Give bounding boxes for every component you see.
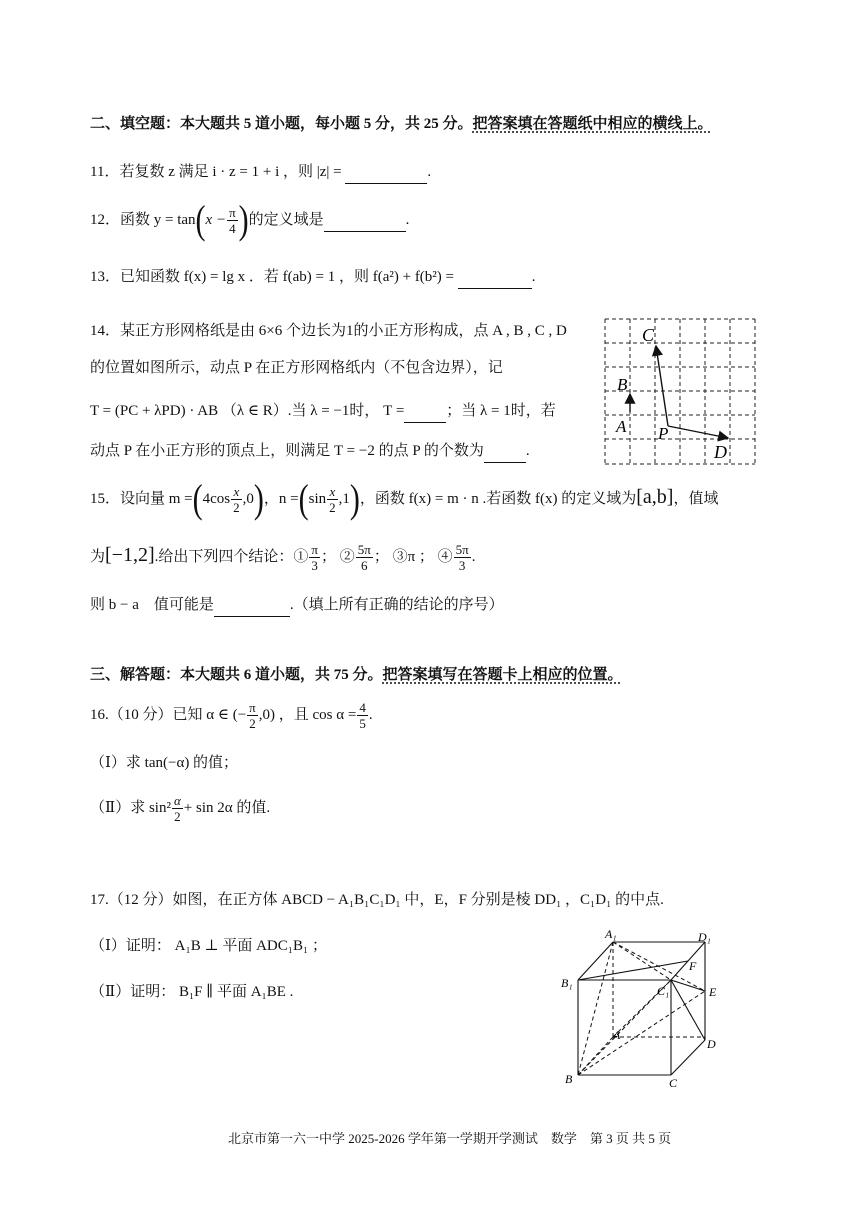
fraction-numerator: x [327,484,338,500]
fraction-numerator: π [311,542,318,557]
question-14-line-2 [90,357,503,379]
paren-left: ( [298,476,309,522]
question-15-text-1a: 15．设向量 m = [90,490,193,507]
question-17-part-2 [90,981,293,1003]
question-17-line-1 [90,889,664,911]
question-15-text-2b: .给出下列四个结论：① [154,548,309,565]
question-16-text-1b: ,0) ，且 cos α = [258,706,357,723]
label-a: A [616,417,627,436]
range-interval: [−1,2] [105,543,155,566]
vector-n-tail: ,1 [338,490,350,507]
fraction-alpha-over-2 [172,793,183,824]
question-11-text: 11．若复数 z 满足 i · z = 1 + i ，则 |z| = [90,164,346,180]
question-17-text: 17.（12 分）如图，在正方体 ABCD − A₁B₁C₁D₁ 中，E，F 分别是棱 DD₁ ，C₁D₁ 的中点. [90,892,664,908]
question-12-suffix: 的定义域是 [248,211,324,228]
fraction-numerator: π [229,205,236,220]
question-14-text-2: 的位置如图所示，动点 P 在正方形网格纸内（不包含边界），记 [90,360,503,376]
question-14-text-4a: 动点 P 在小正方形的顶点上，则满足 T = −2 的点 P 的个数为 [90,443,484,459]
fraction-numerator: 5π [455,542,469,557]
vector-pc [656,346,668,426]
question-12-prefix: 12．函数 y = tan [90,211,196,228]
section-2-heading-text: 二、填空题：本大题共 5 道小题，每小题 5 分，共 25 分。 [90,116,473,132]
cube-figure [555,925,735,1090]
label-p: P [658,424,669,443]
question-16-line-1 [90,700,373,731]
paren-left: ( [195,197,206,243]
vector-m-coef: 4cos [202,490,231,507]
question-15-text-3b: .（填上所有正确的结论的序号） [289,597,504,613]
fraction-denominator: 5 [359,716,366,731]
option-2-fraction [356,542,373,573]
fraction-pi-over-2 [247,700,258,731]
label-d: D [707,1037,716,1051]
fraction-denominator: 6 [361,558,368,573]
fraction-numerator: 5π [357,542,371,557]
question-16-part-1 [90,752,238,774]
question-15-text-1c: ，值域 [673,490,719,507]
fraction-x-over-2 [327,484,338,515]
question-16-part-2b: + sin 2α 的值. [183,799,271,816]
paren-right: ) [349,476,360,522]
fraction-x-over-2 [231,484,242,515]
question-14-line-1 [90,320,567,342]
fraction-numerator: x [231,484,242,500]
label-c: C [669,1076,678,1090]
page-footer-text: 北京市第一六一中学 2025-2026 学年第一学期开学测试 数学 第 3 页 共 5 页 [228,1131,672,1146]
label-b: B [617,375,628,394]
question-16-text-1a: 16.（10 分）已知 α ∈ (− [90,706,247,723]
paren-right: ) [253,476,264,522]
question-13-end: . [531,269,536,285]
option-3-label: ； ③π ； ④ [373,548,453,565]
question-13-text: 13．已知函数 f(x) = lg x ．若 f(ab) = 1 ，则 f(a²) + f(b²) = [90,269,458,285]
question-14-line-4 [90,440,530,463]
fraction-numerator: α [173,793,181,808]
section-2-heading [90,112,713,133]
question-15-text-2c: . [471,548,476,565]
option-2-label: ； ② [320,548,355,565]
question-12-end: . [405,211,410,228]
question-17-part-2-text: （Ⅱ）证明： B₁F ∥ 平面 A₁BE . [90,984,294,1000]
paren-left: ( [192,476,203,522]
fraction-denominator: 3 [458,558,466,573]
fraction-denominator: 2 [329,500,336,515]
domain-interval: [a,b] [636,485,674,508]
label-f: F [689,959,697,973]
question-14-line-3 [90,400,556,423]
label-e: E [709,985,717,999]
section-2-heading-emphasis: 把答案填在答题纸中相应的横线上。 [472,116,713,132]
question-14-text-3a: T = (PC + λPD) · AB （λ ∈ R）.当 λ = −1时， T = [90,403,405,419]
answer-blank-15[interactable] [214,594,290,617]
label-a1: A₁ [605,927,617,941]
question-16-part-2a: （Ⅱ）求 sin² [90,799,171,816]
fraction-4-over-5 [357,700,368,731]
fraction-numerator: 4 [359,700,366,715]
question-15-line-1 [90,476,719,522]
question-15-line-3 [90,594,504,617]
label-d1: D₁ [698,930,711,944]
fraction-denominator: 2 [174,809,181,824]
answer-blank-11[interactable] [345,161,427,184]
section-3-heading-text: 三、解答题：本大题共 6 道小题，共 75 分。 [90,667,383,683]
question-12-inner: x − [205,211,227,228]
answer-blank-14a[interactable] [404,400,446,423]
answer-blank-12[interactable] [324,209,406,232]
cube-hidden-edges [578,942,705,1075]
label-c: C [642,325,655,345]
page-footer [228,1128,671,1147]
grid-lines [605,319,755,464]
grid-figure [600,314,762,470]
fraction-denominator: 2 [233,500,240,515]
section-3-heading-emphasis: 把答案填写在答题卡上相应的位置。 [382,667,623,683]
question-15-text-3a: 则 b − a 值可能是 [90,597,214,613]
question-12 [90,197,410,243]
label-a: A [613,1028,621,1042]
question-16-part-2 [90,793,270,824]
vector-n-label: ，n = [263,490,299,507]
label-c1: C₁ [657,984,670,998]
label-b: B [565,1072,573,1086]
option-4-fraction [454,542,471,573]
question-14-text-3b: ；当 λ = 1时，若 [446,403,556,419]
label-d: D [714,442,727,462]
option-1-fraction [309,542,320,573]
question-11-end: . [427,164,432,180]
question-16-part-1-text: （Ⅰ）求 tan(−α) 的值； [90,755,239,771]
fraction-denominator: 2 [249,716,256,731]
vector-m-tail: ,0 [242,490,254,507]
question-17-part-1 [90,935,327,957]
question-15-text-2a: 为 [90,548,106,565]
answer-blank-14b[interactable] [484,440,526,463]
label-b1: B₁ [561,976,573,990]
fraction-denominator: 3 [311,558,318,573]
answer-blank-13[interactable] [458,266,532,289]
vector-n-fn: sin [308,490,327,507]
question-13 [90,266,536,289]
question-15-text-1b: ，函数 f(x) = m · n .若函数 f(x) 的定义域为 [359,490,637,507]
fraction-pi-over-4 [227,205,238,236]
paren-right: ) [238,197,249,243]
question-14-text-4b: . [525,443,530,459]
fraction-numerator: π [249,700,256,715]
section-3-heading [90,663,623,684]
question-11 [90,161,431,184]
question-14-text-1: 14．某正方形网格纸是由 6×6 个边长为1的小正方形构成，点 A , B , C , D [90,323,567,339]
fraction-denominator: 4 [229,221,236,236]
question-16-text-1c: . [368,706,373,723]
question-17-part-1-text: （Ⅰ）证明： A₁B ⊥ 平面 ADC₁B₁ ； [90,938,327,954]
vector-pd [668,426,728,438]
question-15-line-2 [90,542,475,573]
